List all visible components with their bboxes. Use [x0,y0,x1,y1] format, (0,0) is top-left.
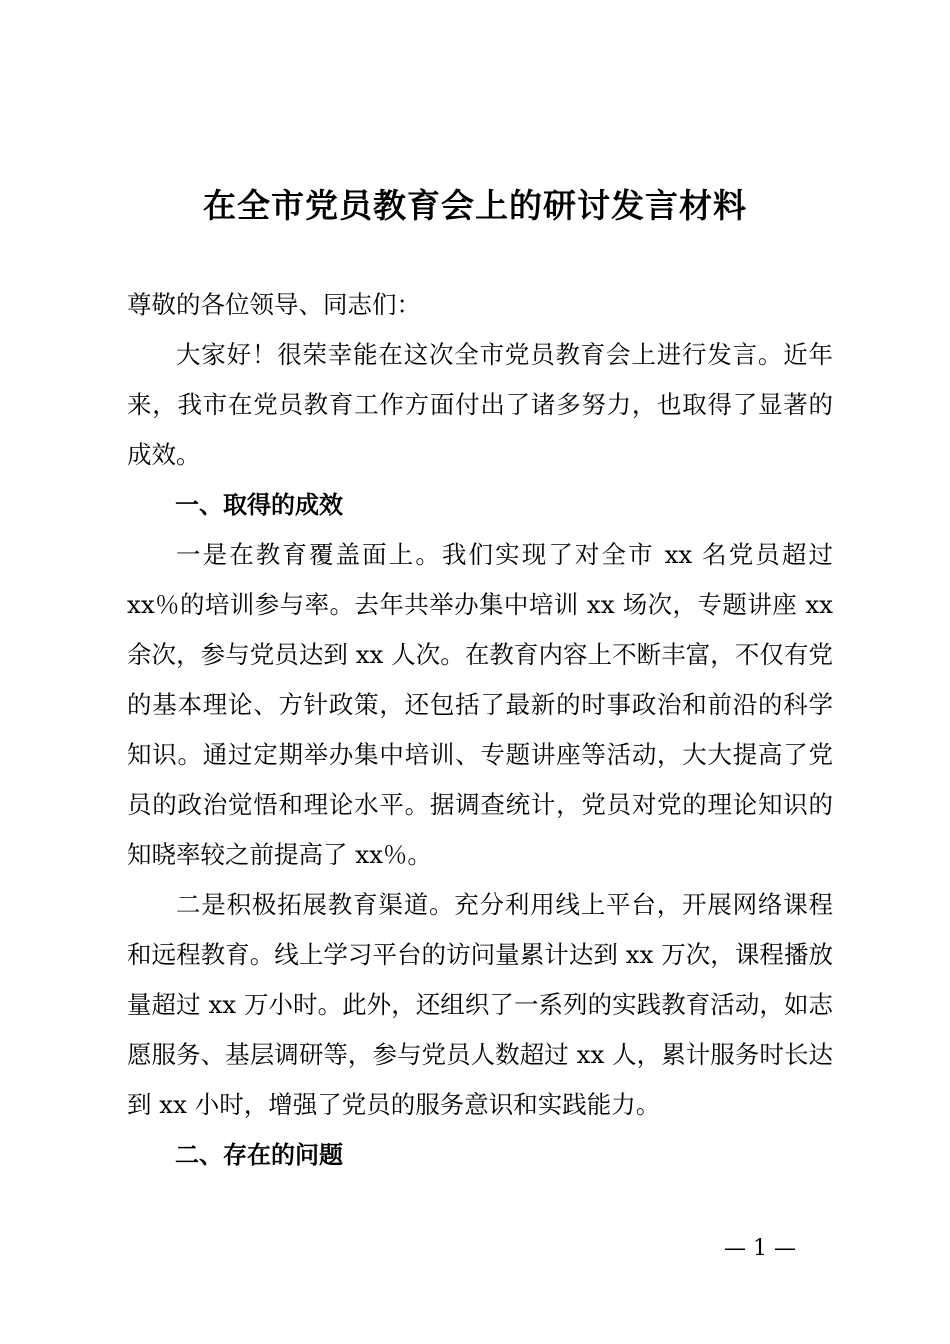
paragraph-coverage: 一是在教育覆盖面上。我们实现了对全市 xx 名党员超过 xx％的培训参与率。去年共举办集中培训 xx 场次，专题讲座 xx 余次，参与党员达到 xx 人次。在教育内容上不断丰富，不仅有党的基本理论、方针政策，还包括了最新的时事政治和前沿的科学知识。通过定期举办集中培训、专题讲座等活动，大大提高了党员的政治觉悟和理论水平。据调查统计，党员对党的理论知识的知晓率较之前提高了 xx％。 [127,540,833,869]
document-title: 在全市党员教育会上的研讨发言材料 [203,186,747,225]
page-number: — 1 — [724,1236,796,1261]
section-heading-problems: 二、存在的问题 [175,1141,343,1169]
document-body [127,280,833,1180]
section-heading-achievements: 一、取得的成效 [175,491,343,519]
salutation: 尊敬的各位领导、同志们： [127,290,421,319]
intro-paragraph: 大家好！很荣幸能在这次全市党员教育会上进行发言。近年来，我市在党员教育工作方面付出了诸多努力，也取得了显著的成效。 [127,340,833,469]
paragraph-channels: 二是积极拓展教育渠道。充分利用线上平台，开展网络课程和远程教育。线上学习平台的访问量累计达到 xx 万次，课程播放量超过 xx 万小时。此外，还组织了一系列的实践教育活动，如志愿服务、基层调研等，参与党员人数超过 xx 人，累计服务时长达到 xx 小时，增强了党员的服务意识和实践能力。 [127,890,833,1119]
